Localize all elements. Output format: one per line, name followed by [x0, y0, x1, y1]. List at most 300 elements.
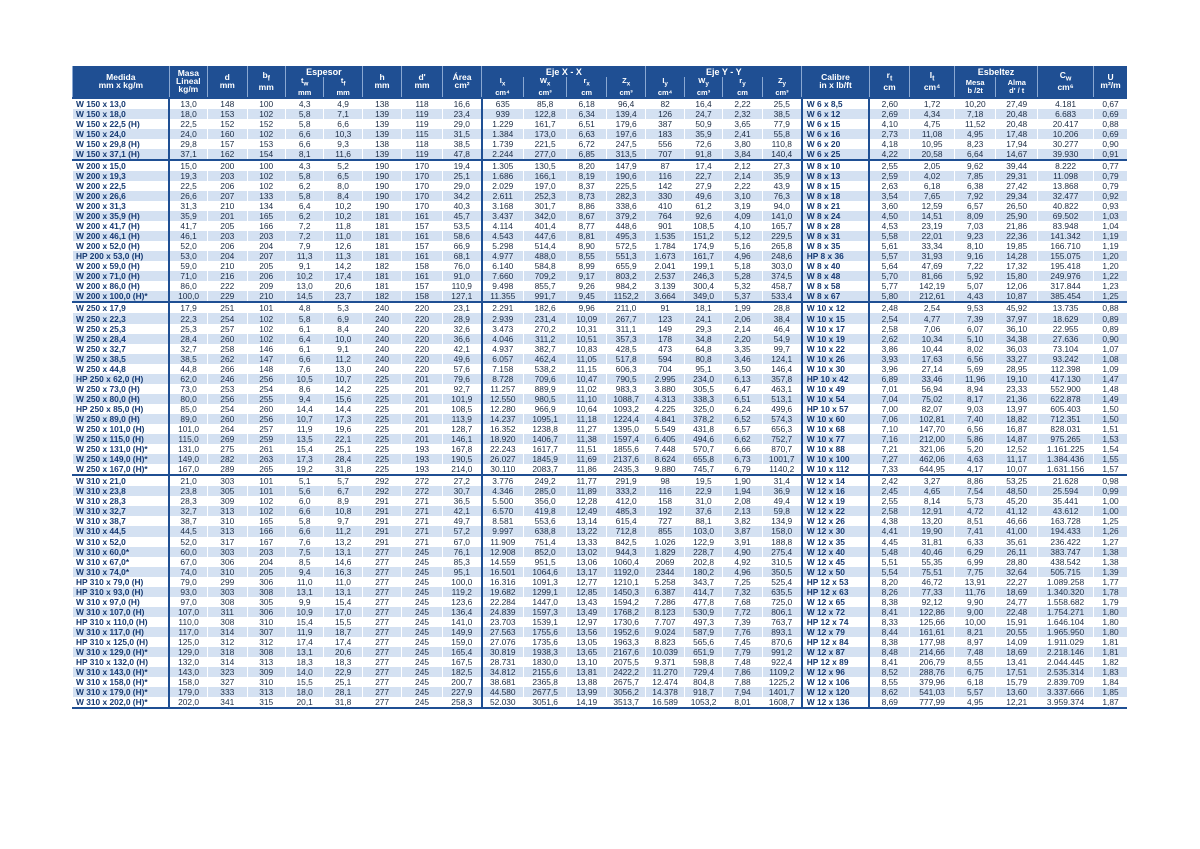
- cell-it: 462,06: [910, 454, 955, 464]
- cell-iy: 149: [646, 324, 684, 334]
- cell-alma: 17,51: [996, 667, 1038, 677]
- cell-bf: 165: [247, 211, 285, 221]
- cell-ry: 1,99: [723, 302, 762, 313]
- cell-alma: 23,33: [996, 384, 1038, 394]
- cell-tw: 4,3: [285, 98, 323, 109]
- cell-wy: 151,2: [684, 231, 722, 241]
- cell-mesa: 4,95: [954, 129, 996, 139]
- cell-dprime: 170: [402, 201, 443, 211]
- cell-wy: 378,2: [684, 414, 722, 424]
- cell-d: 260: [208, 414, 247, 424]
- cell-cw: 383.747: [1038, 547, 1094, 557]
- cell-area: 57,6: [442, 364, 481, 374]
- cell-ry: 4,96: [723, 567, 762, 577]
- cell-it: 2,05: [910, 160, 955, 171]
- cell-alma: 20,48: [996, 109, 1038, 119]
- cell-tw: 14,5: [285, 291, 323, 302]
- cell-d: 310: [208, 567, 247, 577]
- cell-cw: 30.277: [1038, 139, 1094, 149]
- cell-h: 277: [362, 597, 401, 607]
- cell-masa: 52,0: [169, 537, 207, 547]
- cell-calibre: W 12 x 30: [802, 526, 870, 536]
- cell-zy: 229,5: [762, 231, 802, 241]
- cell-h: 225: [362, 434, 401, 444]
- cell-medida: W 250 x 17,9: [73, 302, 170, 313]
- header-eje-x: Eje X - X: [482, 66, 646, 77]
- cell-wx: 197,0: [523, 181, 567, 191]
- cell-it: 82,07: [910, 404, 955, 414]
- cell-d: 148: [208, 98, 247, 109]
- cell-zy: 870,7: [762, 444, 802, 454]
- cell-area: 29,0: [442, 119, 481, 129]
- cell-mesa: 4,95: [954, 697, 996, 708]
- cell-medida: W 310 x 52,0: [73, 537, 170, 547]
- cell-wx: 1938,3: [523, 647, 567, 657]
- cell-d: 306: [208, 557, 247, 567]
- cell-u: 1,55: [1094, 454, 1127, 464]
- cell-tw: 6,0: [285, 496, 323, 506]
- cell-alma: 27,49: [996, 98, 1038, 109]
- cell-wx: 130,5: [523, 160, 567, 171]
- cell-u: 1,81: [1094, 637, 1127, 647]
- cell-u: 1,50: [1094, 414, 1127, 424]
- table-row: [73, 160, 1128, 171]
- cell-alma: 22,36: [996, 231, 1038, 241]
- cell-tf: 13,2: [324, 537, 362, 547]
- cell-iy: 9.371: [646, 657, 684, 667]
- cell-medida: W 250 x 167,0 (H)*: [73, 464, 170, 475]
- cell-rt: 7,33: [869, 464, 910, 475]
- cell-calibre: W 8 x 15: [802, 181, 870, 191]
- header-esbeltez: Esbeltez: [954, 66, 1037, 77]
- cell-rx: 11,10: [567, 394, 606, 404]
- cell-d: 312: [208, 637, 247, 647]
- cell-calibre: HP 8 x 36: [802, 251, 870, 261]
- cell-mesa: 10,00: [954, 617, 996, 627]
- cell-wx: 855,7: [523, 281, 567, 291]
- cell-zx: 1768,2: [606, 607, 645, 617]
- cell-cw: 1.754.271: [1038, 607, 1094, 617]
- cell-rx: 13,10: [567, 657, 606, 667]
- cell-cw: 2.218.146: [1038, 647, 1094, 657]
- profile-rows: [73, 98, 1128, 709]
- cell-zx: 2422,2: [606, 667, 645, 677]
- cell-zy: 533,4: [762, 291, 802, 302]
- cell-rx: 13,43: [567, 597, 606, 607]
- cell-masa: 41,7: [169, 221, 207, 231]
- cell-wx: 488,0: [523, 251, 567, 261]
- cell-tf: 6,9: [324, 313, 362, 323]
- cell-d: 153: [208, 109, 247, 119]
- cell-rx: 10,83: [567, 344, 606, 354]
- cell-bf: 265: [247, 464, 285, 475]
- cell-rt: 5,64: [869, 261, 910, 271]
- cell-d: 282: [208, 454, 247, 464]
- cell-mesa: 7,22: [954, 261, 996, 271]
- cell-d: 308: [208, 617, 247, 627]
- cell-d: 266: [208, 364, 247, 374]
- cell-h: 277: [362, 687, 401, 697]
- cell-area: 27,2: [442, 475, 481, 486]
- cell-masa: 31,3: [169, 201, 207, 211]
- cell-iy: 126: [646, 109, 684, 119]
- cell-wx: 270,2: [523, 324, 567, 334]
- cell-rt: 8,33: [869, 617, 910, 627]
- cell-wy: 19,5: [684, 475, 722, 486]
- cell-dprime: 245: [402, 627, 443, 637]
- cell-rt: 8,38: [869, 637, 910, 647]
- cell-bf: 102: [247, 129, 285, 139]
- cell-it: 23,19: [910, 221, 955, 231]
- cell-rt: 5,51: [869, 557, 910, 567]
- cell-rt: 2,59: [869, 171, 910, 181]
- cell-iy: 123: [646, 313, 684, 323]
- cell-it: 8,14: [910, 496, 955, 506]
- cell-zy: 656,3: [762, 424, 802, 434]
- cell-calibre: W 10 x 54: [802, 394, 870, 404]
- header-cw: $C_w$ cm⁶: [1038, 66, 1094, 98]
- cell-tw: 4,8: [285, 302, 323, 313]
- cell-rx: 11,69: [567, 454, 606, 464]
- cell-dprime: 201: [402, 404, 443, 414]
- cell-zy: 54,9: [762, 334, 802, 344]
- cell-masa: 73,0: [169, 384, 207, 394]
- cell-ry: 3,19: [723, 201, 762, 211]
- cell-it: 4,34: [910, 109, 955, 119]
- cell-tw: 8,1: [285, 149, 323, 160]
- cell-dprime: 157: [402, 281, 443, 291]
- cell-alma: 34,38: [996, 334, 1038, 344]
- cell-it: 14,51: [910, 211, 955, 221]
- cell-iy: 8.823: [646, 637, 684, 647]
- cell-tw: 7,2: [285, 231, 323, 241]
- cell-wx: 3051,6: [523, 697, 567, 708]
- cell-ry: 6,52: [723, 414, 762, 424]
- header-d: d mm: [208, 66, 247, 98]
- cell-bf: 206: [247, 271, 285, 281]
- cell-masa: 85,0: [169, 404, 207, 414]
- cell-zy: 38,4: [762, 313, 802, 323]
- cell-zx: 1597,4: [606, 434, 645, 444]
- cell-iy: 1.784: [646, 241, 684, 251]
- cell-mesa: 9,53: [954, 302, 996, 313]
- cell-dprime: 245: [402, 567, 443, 577]
- cell-masa: 74,0: [169, 567, 207, 577]
- cell-it: 81,66: [910, 271, 955, 281]
- cell-dprime: 271: [402, 496, 443, 506]
- cell-bf: 166: [247, 221, 285, 231]
- cell-masa: 93,0: [169, 587, 207, 597]
- cell-h: 277: [362, 617, 401, 627]
- cell-mesa: 5,69: [954, 364, 996, 374]
- cell-h: 138: [362, 139, 401, 149]
- cell-dprime: 272: [402, 486, 443, 496]
- cell-masa: 67,0: [169, 557, 207, 567]
- cell-u: 1,84: [1094, 677, 1127, 687]
- cell-wy: 95,1: [684, 364, 722, 374]
- table-row: [73, 171, 1128, 181]
- cell-ry: 2,22: [723, 181, 762, 191]
- cell-wx: 173,0: [523, 129, 567, 139]
- cell-masa: 25,3: [169, 324, 207, 334]
- cell-zx: 485,3: [606, 506, 645, 516]
- cell-h: 277: [362, 697, 401, 708]
- cell-iy: 330: [646, 191, 684, 201]
- cell-mesa: 5,86: [954, 434, 996, 444]
- cell-u: 0,69: [1094, 109, 1127, 119]
- cell-h: 225: [362, 404, 401, 414]
- cell-calibre: W 12 x 120: [802, 687, 870, 697]
- cell-iy: 704: [646, 364, 684, 374]
- cell-tw: 15,5: [285, 677, 323, 687]
- cell-wx: 991,7: [523, 291, 567, 302]
- cell-ix: 6.057: [482, 354, 524, 364]
- cell-medida: W 310 x 38,7: [73, 516, 170, 526]
- cell-calibre: W 8 x 40: [802, 261, 870, 271]
- cell-tf: 10,2: [324, 201, 362, 211]
- cell-bf: 133: [247, 191, 285, 201]
- cell-medida: W 250 x 38,5: [73, 354, 170, 364]
- cell-mesa: 11,76: [954, 587, 996, 597]
- header-rx: $r_x$ cm: [567, 77, 606, 98]
- cell-calibre: W 8 x 21: [802, 201, 870, 211]
- cell-area: 49,7: [442, 516, 481, 526]
- cell-cw: 505.715: [1038, 567, 1094, 577]
- table-row: [73, 149, 1128, 160]
- cell-zx: 2075,5: [606, 657, 645, 667]
- cell-it: 4,75: [910, 119, 955, 129]
- cell-wy: 497,3: [684, 617, 722, 627]
- table-row: [73, 557, 1128, 567]
- cell-ry: 3,65: [723, 119, 762, 129]
- cell-masa: 38,7: [169, 516, 207, 526]
- cell-iy: 1.673: [646, 251, 684, 261]
- cell-ix: 11.355: [482, 291, 524, 302]
- cell-rx: 10,09: [567, 313, 606, 323]
- cell-d: 157: [208, 139, 247, 149]
- cell-masa: 158,0: [169, 677, 207, 687]
- cell-it: 379,96: [910, 677, 955, 687]
- cell-ix: 2.029: [482, 181, 524, 191]
- cell-alma: 16,87: [996, 424, 1038, 434]
- cell-zy: 752,7: [762, 434, 802, 444]
- cell-mesa: 6,99: [954, 557, 996, 567]
- cell-mesa: 6,56: [954, 424, 996, 434]
- cell-zy: 513,1: [762, 394, 802, 404]
- cell-alma: 12,06: [996, 281, 1038, 291]
- cell-tw: 8,6: [285, 384, 323, 394]
- cell-tf: 8,0: [324, 181, 362, 191]
- cell-bf: 102: [247, 506, 285, 516]
- cell-area: 159,0: [442, 637, 481, 647]
- cell-alma: 11,17: [996, 454, 1038, 464]
- cell-alma: 53,25: [996, 475, 1038, 486]
- cell-it: 75,02: [910, 394, 955, 404]
- cell-area: 16,6: [442, 98, 481, 109]
- cell-rx: 12,77: [567, 577, 606, 587]
- cell-area: 258,3: [442, 697, 481, 708]
- cell-tw: 5,8: [285, 516, 323, 526]
- cell-mesa: 8,51: [954, 516, 996, 526]
- cell-area: 200,7: [442, 677, 481, 687]
- cell-ix: 14.237: [482, 414, 524, 424]
- cell-d: 299: [208, 577, 247, 587]
- cell-area: 76,1: [442, 547, 481, 557]
- cell-ry: 2,32: [723, 109, 762, 119]
- cell-h: 225: [362, 414, 401, 424]
- table-row: [73, 424, 1128, 434]
- cell-bf: 210: [247, 291, 285, 302]
- cell-cw: 18.629: [1038, 313, 1094, 323]
- cell-u: 1,48: [1094, 384, 1127, 394]
- cell-ix: 44.580: [482, 687, 524, 697]
- cell-iy: 473: [646, 344, 684, 354]
- cell-iy: 7.286: [646, 597, 684, 607]
- cell-ix: 38.681: [482, 677, 524, 687]
- cell-rt: 8,20: [869, 577, 910, 587]
- cell-zx: 147,9: [606, 160, 645, 171]
- cell-calibre: W 10 x 68: [802, 424, 870, 434]
- cell-dprime: 220: [402, 313, 443, 323]
- table-row: [73, 302, 1128, 313]
- cell-u: 0,98: [1094, 475, 1127, 486]
- cell-rx: 8,86: [567, 201, 606, 211]
- cell-h: 277: [362, 657, 401, 667]
- cell-bf: 102: [247, 324, 285, 334]
- cell-alma: 15,80: [996, 271, 1038, 281]
- cell-h: 190: [362, 191, 401, 201]
- table-row: [73, 344, 1128, 354]
- cell-ry: 6,51: [723, 394, 762, 404]
- cell-tw: 6,6: [285, 139, 323, 149]
- cell-wy: 50,9: [684, 119, 722, 129]
- cell-wy: 494,6: [684, 434, 722, 444]
- cell-calibre: W 10 x 12: [802, 302, 870, 313]
- cell-ry: 6,79: [723, 464, 762, 475]
- cell-d: 216: [208, 271, 247, 281]
- cell-zx: 412,0: [606, 496, 645, 506]
- cell-wx: 1447,0: [523, 597, 567, 607]
- cell-cw: 141.342: [1038, 231, 1094, 241]
- cell-wx: 231,4: [523, 313, 567, 323]
- cell-wx: 182,6: [523, 302, 567, 313]
- cell-h: 292: [362, 475, 401, 486]
- cell-area: 23,4: [442, 109, 481, 119]
- cell-h: 291: [362, 537, 401, 547]
- cell-mesa: 6,64: [954, 149, 996, 160]
- cell-ry: 6,57: [723, 424, 762, 434]
- cell-area: 95,1: [442, 567, 481, 577]
- cell-rx: 8,55: [567, 251, 606, 261]
- cell-d: 201: [208, 211, 247, 221]
- cell-tf: 15,4: [324, 597, 362, 607]
- cell-mesa: 7,54: [954, 486, 996, 496]
- cell-alma: 45,20: [996, 496, 1038, 506]
- cell-wy: 1053,2: [684, 697, 722, 708]
- cell-ix: 7.158: [482, 364, 524, 374]
- cell-masa: 179,0: [169, 687, 207, 697]
- table-row: [73, 404, 1128, 414]
- cell-ix: 3.473: [482, 324, 524, 334]
- cell-alma: 17,48: [996, 129, 1038, 139]
- table-row: [73, 129, 1128, 139]
- cell-medida: W 310 x 97,0 (H): [73, 597, 170, 607]
- cell-calibre: W 6 x 25: [802, 149, 870, 160]
- cell-wx: 2677,5: [523, 687, 567, 697]
- cell-dprime: 271: [402, 526, 443, 536]
- cell-area: 119,2: [442, 587, 481, 597]
- cell-rt: 2,45: [869, 486, 910, 496]
- cell-calibre: W 12 x 50: [802, 567, 870, 577]
- cell-area: 91,0: [442, 271, 481, 281]
- cell-medida: W 310 x 129,0 (H)*: [73, 647, 170, 657]
- cell-rt: 7,04: [869, 394, 910, 404]
- cell-iy: 9.024: [646, 627, 684, 637]
- cell-h: 139: [362, 149, 401, 160]
- cell-rx: 13,33: [567, 537, 606, 547]
- cell-cw: 13.868: [1038, 181, 1094, 191]
- cell-dprime: 271: [402, 506, 443, 516]
- cell-iy: 2.995: [646, 374, 684, 384]
- cell-u: 0,91: [1094, 149, 1127, 160]
- cell-zy: 1109,2: [762, 667, 802, 677]
- cell-wx: 401,4: [523, 221, 567, 231]
- cell-iy: 387: [646, 119, 684, 129]
- cell-u: 1,22: [1094, 271, 1127, 281]
- cell-alma: 19,85: [996, 241, 1038, 251]
- cell-bf: 146: [247, 344, 285, 354]
- cell-cw: 20.417: [1038, 119, 1094, 129]
- cell-area: 141,0: [442, 617, 481, 627]
- cell-wy: 651,9: [684, 647, 722, 657]
- cell-tf: 10,3: [324, 129, 362, 139]
- cell-area: 53,5: [442, 221, 481, 231]
- cell-tf: 11,2: [324, 354, 362, 364]
- cell-area: 127,1: [442, 291, 481, 302]
- cell-wy: 22,7: [684, 171, 722, 181]
- cell-tw: 6,1: [285, 344, 323, 354]
- cell-mesa: 4,63: [954, 454, 996, 464]
- cell-h: 277: [362, 677, 401, 687]
- cell-dprime: 272: [402, 475, 443, 486]
- cell-calibre: W 10 x 26: [802, 354, 870, 364]
- cell-area: 128,7: [442, 424, 481, 434]
- table-row: [73, 454, 1128, 464]
- cell-ix: 34.812: [482, 667, 524, 677]
- cell-mesa: 5,73: [954, 496, 996, 506]
- table-row: [73, 637, 1128, 647]
- cell-iy: 87: [646, 160, 684, 171]
- cell-d: 210: [208, 201, 247, 211]
- cell-tf: 15,6: [324, 394, 362, 404]
- cell-u: 0,90: [1094, 334, 1127, 344]
- cell-u: 1,87: [1094, 697, 1127, 708]
- table-row: [73, 506, 1128, 516]
- cell-zy: 870,6: [762, 637, 802, 647]
- cell-h: 291: [362, 506, 401, 516]
- cell-iy: 2.041: [646, 261, 684, 271]
- cell-zx: 2167,6: [606, 647, 645, 657]
- cell-zx: 291,9: [606, 475, 645, 486]
- cell-tw: 11,9: [285, 627, 323, 637]
- cell-ix: 939: [482, 109, 524, 119]
- cell-ix: 22.243: [482, 444, 524, 454]
- header-wy: $W_y$ cm³: [684, 77, 722, 98]
- cell-tf: 14,2: [324, 261, 362, 271]
- cell-dprime: 115: [402, 129, 443, 139]
- cell-wx: 553,6: [523, 516, 567, 526]
- cell-ix: 5.298: [482, 241, 524, 251]
